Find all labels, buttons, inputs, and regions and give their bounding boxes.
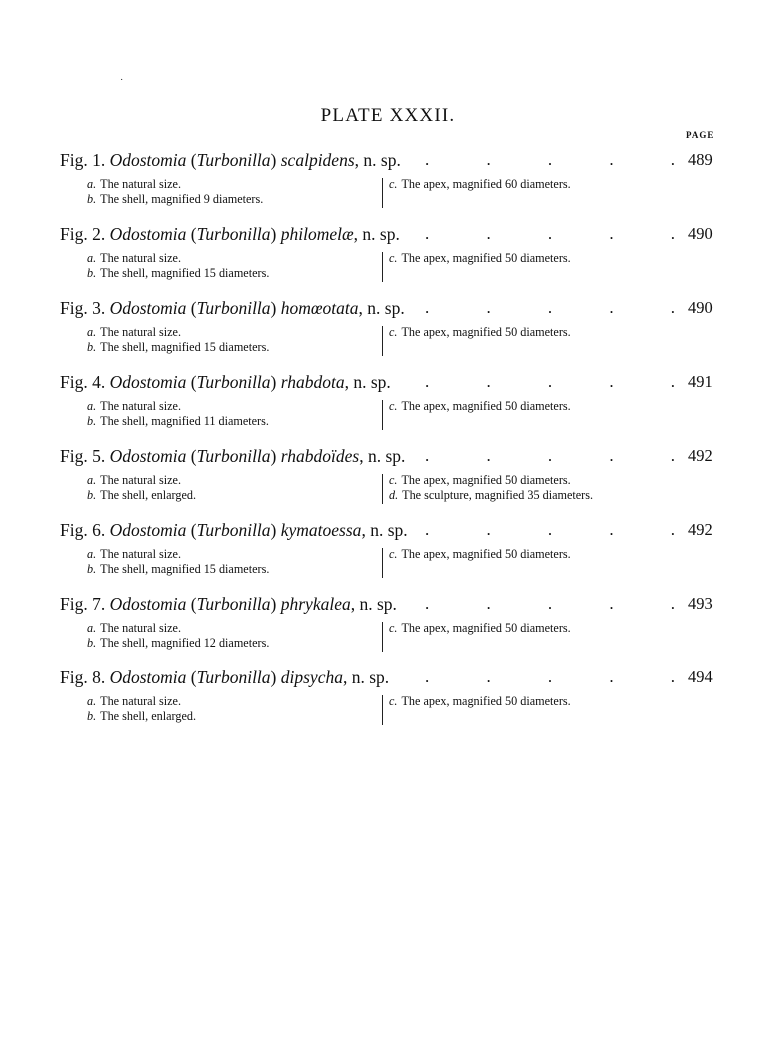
page-number: 492 <box>688 446 713 465</box>
description-c: c. The apex, magnified 60 diameters. <box>389 177 571 191</box>
description-b: b. The shell, enlarged. <box>87 487 197 502</box>
description-right <box>389 177 571 192</box>
description-c: c. The apex, magnified 50 diameters. <box>389 251 571 265</box>
description-left <box>87 325 269 354</box>
description-right <box>389 325 571 340</box>
figure-entry <box>0 520 776 590</box>
description-b: b. The shell, magnified 9 diameters. <box>87 191 264 206</box>
figure-number: Fig. 7. <box>60 594 106 614</box>
description-right <box>389 251 571 266</box>
leader-dots: . . . . . <box>425 520 675 539</box>
genus-name: Odostomia <box>109 520 187 540</box>
figure-entry <box>0 298 776 368</box>
column-rule <box>382 548 383 578</box>
figure-caption: Fig. 6. Odostomia (Turbonilla) kymatoessa, n. sp. <box>60 520 408 540</box>
description-a: a. The natural size. <box>87 473 182 487</box>
subgenus-name: Turbonilla <box>196 150 271 170</box>
column-rule <box>382 252 383 282</box>
figure-entry <box>0 446 776 516</box>
figure-caption: Fig. 5. Odostomia (Turbonilla) rhabdoïdes, n. sp. <box>60 446 406 466</box>
leader-dots: . . . . . <box>425 594 675 613</box>
description-left <box>87 547 269 576</box>
description-c: c. The apex, magnified 50 diameters. <box>389 399 571 413</box>
figure-caption: Fig. 7. Odostomia (Turbonilla) phrykalea, n. sp. <box>60 594 397 614</box>
page-column-header: PAGE <box>686 130 715 140</box>
plate-title: PLATE XXXII. <box>320 105 456 126</box>
description-right <box>389 399 571 414</box>
subgenus-name: Turbonilla <box>196 667 271 687</box>
description-c: c. The apex, magnified 50 diameters. <box>389 325 571 339</box>
page-number: 492 <box>688 520 713 539</box>
column-rule <box>382 695 383 725</box>
page-number: 490 <box>688 298 713 317</box>
description-c: c. The apex, magnified 50 diameters. <box>389 621 571 635</box>
description-a: a. The natural size. <box>87 399 182 413</box>
column-rule <box>382 326 383 356</box>
species-name: kymatoessa <box>280 520 362 540</box>
genus-name: Odostomia <box>109 446 187 466</box>
description-a: a. The natural size. <box>87 251 182 265</box>
description-b: b. The shell, magnified 15 diameters. <box>87 561 270 576</box>
leader-dots: . . . . . <box>425 446 675 465</box>
description-right <box>389 621 571 636</box>
species-name: homœotata <box>280 298 359 318</box>
stray-mark: ˙ <box>120 78 124 89</box>
figure-number: Fig. 5. <box>60 446 106 466</box>
description-b: b. The shell, enlarged. <box>87 708 197 723</box>
species-name: phrykalea <box>280 594 351 614</box>
genus-name: Odostomia <box>109 298 187 318</box>
description-left <box>87 251 269 280</box>
figure-entry <box>0 224 776 294</box>
species-suffix: , n. sp. <box>353 224 400 244</box>
subgenus-name: Turbonilla <box>196 446 271 466</box>
description-c: c. The apex, magnified 50 diameters. <box>389 694 571 708</box>
species-suffix: , n. sp. <box>354 150 401 170</box>
page-number: 489 <box>688 150 713 169</box>
genus-name: Odostomia <box>109 224 187 244</box>
leader-dots: . . . . . <box>425 150 675 169</box>
description-a: a. The natural size. <box>87 547 182 561</box>
description-c: c. The apex, magnified 50 diameters. <box>389 473 571 487</box>
figure-number: Fig. 8. <box>60 667 106 687</box>
figure-caption: Fig. 4. Odostomia (Turbonilla) rhabdota, n. sp. <box>60 372 391 392</box>
description-a: a. The natural size. <box>87 694 182 708</box>
figure-caption: Fig. 8. Odostomia (Turbonilla) dipsycha, n. sp. <box>60 667 390 687</box>
description-left <box>87 177 263 206</box>
description-b: b. The shell, magnified 15 diameters. <box>87 265 270 280</box>
genus-name: Odostomia <box>109 594 187 614</box>
figure-entry <box>0 594 776 664</box>
description-a: a. The natural size. <box>87 177 182 191</box>
page-number: 493 <box>688 594 713 613</box>
species-suffix: , n. sp. <box>359 446 406 466</box>
species-name: dipsycha <box>280 667 343 687</box>
leader-dots: . . . . . <box>425 372 675 391</box>
figure-number: Fig. 4. <box>60 372 106 392</box>
subgenus-name: Turbonilla <box>196 298 271 318</box>
page-number: 491 <box>688 372 713 391</box>
species-suffix: , n. sp. <box>358 298 405 318</box>
description-a: a. The natural size. <box>87 621 182 635</box>
page-number: 494 <box>688 667 713 686</box>
description-d: d. The sculpture, magnified 35 diameters. <box>389 487 594 502</box>
figure-caption: Fig. 1. Odostomia (Turbonilla) scalpidens, n. sp. <box>60 150 401 170</box>
species-name: rhabdota <box>280 372 345 392</box>
description-b: b. The shell, magnified 15 diameters. <box>87 339 270 354</box>
description-left <box>87 473 196 502</box>
figure-number: Fig. 3. <box>60 298 106 318</box>
column-rule <box>382 400 383 430</box>
subgenus-name: Turbonilla <box>196 594 271 614</box>
description-right <box>389 473 593 502</box>
species-name: philomelæ <box>280 224 354 244</box>
leader-dots: . . . . . <box>425 298 675 317</box>
description-c: c. The apex, magnified 50 diameters. <box>389 547 571 561</box>
species-suffix: , n. sp. <box>361 520 408 540</box>
description-left <box>87 399 269 428</box>
species-name: scalpidens <box>280 150 355 170</box>
subgenus-name: Turbonilla <box>196 224 271 244</box>
leader-dots: . . . . . <box>425 224 675 243</box>
description-b: b. The shell, magnified 11 diameters. <box>87 413 269 428</box>
description-right <box>389 547 571 562</box>
figure-entry <box>0 667 776 737</box>
column-rule <box>382 474 383 504</box>
description-left <box>87 694 196 723</box>
subgenus-name: Turbonilla <box>196 372 271 392</box>
subgenus-name: Turbonilla <box>196 520 271 540</box>
description-right <box>389 694 571 709</box>
species-suffix: , n. sp. <box>344 372 391 392</box>
figure-caption: Fig. 2. Odostomia (Turbonilla) philomelæ, n. sp. <box>60 224 400 244</box>
figure-caption: Fig. 3. Odostomia (Turbonilla) homœotata, n. sp. <box>60 298 405 318</box>
figure-number: Fig. 1. <box>60 150 106 170</box>
figure-entry <box>0 150 776 220</box>
genus-name: Odostomia <box>109 667 187 687</box>
species-suffix: , n. sp. <box>350 594 397 614</box>
description-left <box>87 621 269 650</box>
column-rule <box>382 622 383 652</box>
leader-dots: . . . . . <box>425 667 675 686</box>
genus-name: Odostomia <box>109 150 187 170</box>
description-a: a. The natural size. <box>87 325 182 339</box>
description-b: b. The shell, magnified 12 diameters. <box>87 635 270 650</box>
page-number: 490 <box>688 224 713 243</box>
genus-name: Odostomia <box>109 372 187 392</box>
figure-number: Fig. 6. <box>60 520 106 540</box>
column-rule <box>382 178 383 208</box>
species-name: rhabdoïdes <box>280 446 360 466</box>
species-suffix: , n. sp. <box>342 667 390 687</box>
figure-number: Fig. 2. <box>60 224 106 244</box>
figure-entry <box>0 372 776 442</box>
